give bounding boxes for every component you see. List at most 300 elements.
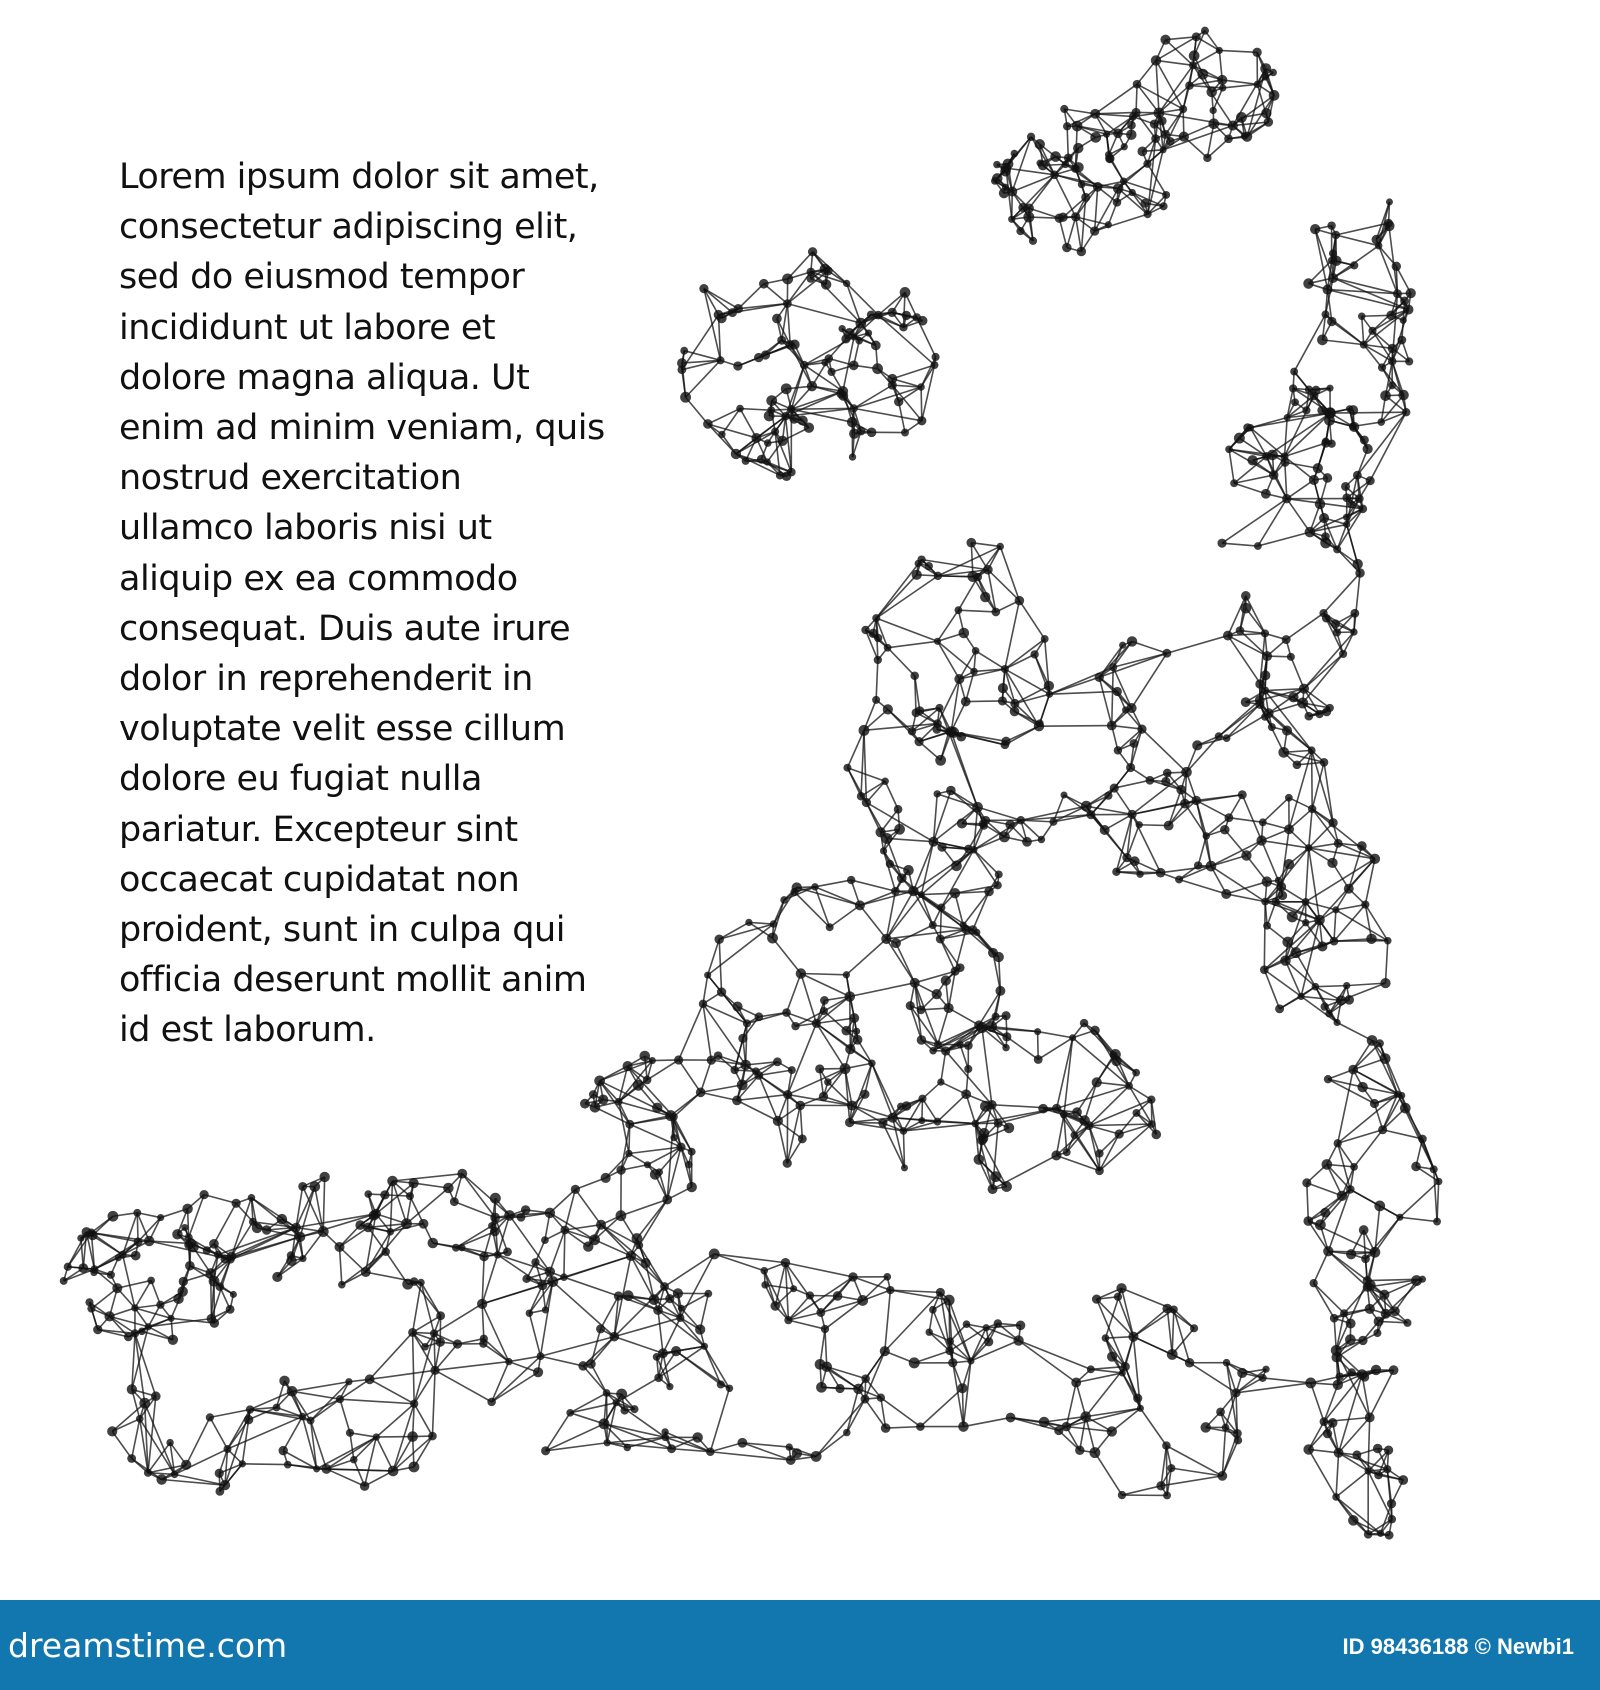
mesh-edge — [785, 1263, 853, 1277]
mesh-node — [857, 427, 866, 436]
mesh-node — [138, 1328, 146, 1336]
text-line: officia deserunt mollit anim — [119, 960, 587, 1001]
mesh-edge — [1354, 573, 1360, 632]
mesh-node — [1343, 514, 1350, 521]
mesh-node — [230, 1291, 237, 1298]
mesh-node — [1080, 1411, 1091, 1422]
mesh-node — [417, 1279, 424, 1286]
mesh-node — [313, 1465, 320, 1472]
mesh-node — [1411, 1162, 1421, 1172]
mesh-node — [760, 1267, 768, 1275]
mesh-edge — [595, 1240, 631, 1256]
mesh-edge — [392, 1174, 462, 1181]
mesh-edge — [350, 1433, 354, 1460]
mesh-edge — [671, 1092, 701, 1115]
mesh-edge — [801, 974, 817, 1024]
mesh-node — [827, 368, 835, 376]
mesh-node — [1113, 183, 1124, 194]
mesh-edge — [941, 1051, 946, 1082]
mesh-node — [785, 340, 795, 350]
mesh-node — [894, 824, 905, 835]
mesh-node — [1280, 955, 1291, 966]
mesh-node — [777, 436, 787, 446]
mesh-edge — [679, 1060, 701, 1092]
mesh-edge — [719, 924, 773, 939]
mesh-node — [361, 1267, 371, 1277]
mesh-node — [1303, 278, 1314, 289]
mesh-node — [1241, 603, 1252, 614]
mesh-node — [145, 1323, 152, 1330]
mesh-node — [1322, 310, 1330, 318]
mesh-node — [156, 1474, 167, 1485]
mesh-edge — [1122, 1486, 1161, 1495]
mesh-node — [1170, 1305, 1178, 1313]
text-line: sed do eiusmod tempor — [119, 257, 525, 298]
mesh-edge — [937, 641, 974, 671]
mesh-edge — [117, 1280, 151, 1288]
mesh-node — [1038, 160, 1048, 170]
mesh-node — [1350, 609, 1359, 618]
mesh-node — [861, 626, 869, 634]
mesh-edge — [1167, 636, 1228, 654]
mesh-node — [226, 1255, 234, 1263]
text-line: consectetur adipiscing elit, — [119, 207, 578, 248]
mesh-node — [826, 923, 834, 931]
mesh-node — [633, 1080, 644, 1091]
mesh-edge — [140, 1419, 175, 1475]
mesh-edge — [1222, 80, 1257, 84]
mesh-node — [1263, 708, 1273, 718]
mesh-edge — [958, 610, 995, 612]
footer-bar — [0, 1600, 1600, 1690]
mesh-node — [738, 1034, 747, 1043]
mesh-node — [674, 1055, 683, 1064]
mesh-node — [453, 1339, 462, 1348]
mesh-node — [249, 1218, 257, 1226]
mesh-node — [1131, 108, 1140, 117]
text-line: aliquip ex ea commodo — [119, 558, 518, 599]
mesh-edge — [1156, 60, 1159, 112]
mesh-node — [1051, 1150, 1061, 1160]
mesh-edge — [922, 1099, 937, 1122]
mesh-node — [1358, 1336, 1367, 1345]
mesh-node — [526, 1309, 533, 1316]
mesh-node — [792, 882, 802, 892]
mesh-node — [956, 732, 966, 742]
mesh-node — [1236, 112, 1247, 123]
mesh-node — [1061, 791, 1068, 798]
mesh-node — [676, 1314, 684, 1322]
mesh-node — [959, 628, 970, 639]
mesh-edge — [414, 1404, 432, 1436]
mesh-node — [309, 1181, 320, 1192]
mesh-node — [428, 1238, 439, 1249]
mesh-edge — [553, 1282, 615, 1337]
mesh-node — [692, 1432, 702, 1442]
mesh-node — [1034, 1028, 1041, 1035]
text-line: dolor in reprehenderit in — [119, 659, 533, 700]
mesh-node — [656, 1168, 663, 1175]
mesh-node — [978, 1133, 988, 1143]
mesh-node — [881, 833, 892, 844]
mesh-node — [541, 1446, 550, 1455]
mesh-node — [811, 883, 818, 890]
mesh-node — [209, 1276, 220, 1287]
mesh-node — [767, 406, 775, 414]
mesh-node — [1339, 650, 1347, 658]
mesh-node — [1280, 452, 1288, 460]
mesh-node — [652, 1103, 662, 1113]
mesh-edge — [210, 1417, 228, 1449]
mesh-node — [1197, 69, 1208, 80]
mesh-node — [1398, 1475, 1408, 1485]
mesh-node — [910, 671, 919, 680]
mesh-edge — [775, 1263, 785, 1306]
mesh-node — [1302, 406, 1310, 414]
mesh-node — [845, 1044, 855, 1054]
mesh-edge — [1172, 1310, 1174, 1355]
mesh-node — [1175, 875, 1183, 883]
mesh-node — [1072, 1107, 1082, 1117]
mesh-node — [1062, 243, 1071, 252]
mesh-edge — [888, 641, 938, 647]
mesh-node — [1374, 1316, 1384, 1326]
mesh-node — [934, 790, 941, 797]
mesh-node — [1090, 226, 1099, 235]
mesh-node — [1103, 131, 1110, 138]
mesh-node — [107, 1426, 117, 1436]
mesh-edge — [540, 1356, 583, 1366]
mesh-edge — [1262, 841, 1279, 881]
mesh-edge — [421, 1282, 441, 1315]
mesh-node — [589, 1234, 600, 1245]
mesh-node — [1063, 122, 1071, 130]
mesh-node — [970, 846, 978, 854]
mesh-node — [732, 1002, 742, 1012]
mesh-edge — [815, 880, 851, 887]
mesh-node — [843, 280, 850, 287]
mesh-node — [1180, 799, 1190, 809]
mesh-edge — [435, 1370, 492, 1402]
mesh-edge — [614, 1337, 663, 1354]
mesh-node — [770, 920, 777, 927]
mesh-edge — [850, 983, 915, 997]
mesh-node — [973, 573, 982, 582]
mesh-edge — [1007, 1037, 1038, 1060]
mesh-node — [1430, 1165, 1438, 1173]
mesh-node — [1400, 297, 1409, 306]
mesh-node — [759, 279, 769, 289]
mesh-node — [157, 1214, 164, 1221]
mesh-node — [1333, 545, 1341, 553]
mesh-edge — [914, 1351, 949, 1363]
mesh-node — [934, 1040, 942, 1048]
mesh-edge — [370, 1332, 413, 1379]
mesh-node — [1027, 133, 1035, 141]
mesh-node — [1330, 1314, 1339, 1323]
mesh-edge — [921, 850, 973, 895]
mesh-node — [1319, 513, 1329, 523]
mesh-node — [594, 1075, 605, 1086]
mesh-edge — [1263, 1378, 1311, 1383]
mesh-node — [1403, 305, 1413, 315]
mesh-node — [382, 1247, 390, 1255]
mesh-node — [1361, 1254, 1370, 1263]
mesh-node — [1373, 1444, 1383, 1454]
mesh-node — [112, 1283, 122, 1293]
mesh-node — [1323, 473, 1333, 483]
text-line: proident, sunt in culpa qui — [119, 910, 565, 951]
mesh-edge — [1076, 187, 1098, 217]
mesh-node — [1370, 1247, 1381, 1258]
mesh-node — [635, 1241, 643, 1249]
mesh-node — [1363, 444, 1373, 454]
mesh-node — [811, 1451, 822, 1462]
mesh-edge — [982, 1028, 992, 1105]
mesh-node — [929, 1306, 937, 1314]
mesh-node — [1125, 1082, 1133, 1090]
mesh-node — [1384, 937, 1392, 945]
mesh-node — [777, 336, 786, 345]
mesh-edge — [974, 850, 998, 885]
mesh-edge — [413, 1316, 441, 1333]
mesh-node — [1288, 692, 1298, 702]
mesh-node — [279, 1446, 288, 1455]
mesh-node — [821, 279, 831, 289]
mesh-node — [244, 1415, 254, 1425]
mesh-node — [1361, 900, 1369, 908]
mesh-edge — [1076, 217, 1082, 252]
mesh-node — [127, 1454, 136, 1463]
mesh-node — [861, 1374, 870, 1383]
mesh-node — [1156, 868, 1166, 878]
mesh-node — [1259, 1374, 1267, 1382]
mesh-node — [1367, 1035, 1378, 1046]
mesh-node — [872, 696, 880, 704]
mesh-node — [626, 1251, 636, 1261]
mesh-node — [954, 674, 964, 684]
mesh-node — [1192, 740, 1202, 750]
mesh-node — [1377, 418, 1385, 426]
mesh-node — [795, 1101, 805, 1111]
mesh-node — [1340, 1309, 1348, 1317]
mesh-node — [1110, 784, 1119, 793]
mesh-node — [1378, 363, 1386, 371]
mesh-node — [1071, 212, 1080, 221]
mesh-node — [1055, 213, 1064, 222]
mesh-node — [1160, 146, 1167, 153]
mesh-node — [954, 606, 962, 614]
mesh-edge — [710, 1388, 729, 1451]
mesh-node — [1112, 868, 1120, 876]
mesh-node — [859, 725, 870, 736]
mesh-edge — [1095, 112, 1136, 113]
text-line: nostrud exercitation — [119, 458, 462, 499]
mesh-node — [1136, 870, 1143, 877]
mesh-node — [1252, 48, 1261, 57]
mesh-node — [1206, 861, 1217, 872]
mesh-edge — [852, 1106, 893, 1118]
mesh-node — [477, 1299, 487, 1309]
mesh-node — [1327, 858, 1337, 868]
mesh-node — [388, 1466, 399, 1477]
mesh-node — [144, 1469, 152, 1477]
mesh-node — [538, 1280, 548, 1290]
mesh-node — [1241, 850, 1251, 860]
mesh-node — [1254, 542, 1262, 550]
mesh-edge — [1229, 818, 1263, 823]
mesh-node — [929, 921, 937, 929]
mesh-node — [1206, 87, 1217, 98]
mesh-edge — [1229, 449, 1234, 483]
mesh-node — [1081, 193, 1090, 202]
mesh-node — [1150, 119, 1159, 128]
mesh-node — [941, 1046, 950, 1055]
mesh-edge — [370, 1370, 435, 1379]
mesh-node — [847, 1100, 857, 1110]
mesh-node — [855, 900, 865, 910]
mesh-edge — [876, 618, 937, 641]
mesh-node — [1121, 143, 1128, 150]
mesh-node — [1375, 242, 1382, 249]
mesh-edge — [565, 1189, 576, 1230]
mesh-node — [436, 1311, 445, 1320]
mesh-node — [615, 1098, 623, 1106]
mesh-node — [867, 428, 877, 438]
mesh-node — [717, 987, 726, 996]
mesh-node — [936, 1288, 945, 1297]
mesh-node — [825, 354, 834, 363]
mesh-node — [1192, 796, 1201, 805]
mesh-node — [272, 1272, 282, 1282]
mesh-edge — [1328, 1079, 1363, 1087]
mesh-edge — [847, 283, 879, 315]
mesh-node — [845, 1118, 854, 1127]
mesh-node — [1269, 470, 1279, 480]
mesh-node — [1290, 368, 1298, 376]
mesh-edge — [564, 1230, 565, 1277]
mesh-edge — [737, 1095, 788, 1101]
mesh-node — [1050, 151, 1061, 162]
mesh-node — [901, 1164, 908, 1171]
mesh-node — [1398, 390, 1408, 400]
dreamstime-logo[interactable]: dreamstime.com — [8, 1626, 288, 1665]
mesh-node — [1201, 27, 1209, 35]
mesh-edge — [788, 1320, 825, 1329]
mesh-edge — [628, 1066, 674, 1117]
mesh-edge — [1114, 788, 1132, 814]
mesh-node — [994, 1119, 1003, 1128]
mesh-node — [843, 1429, 850, 1436]
mesh-node — [1435, 1178, 1442, 1185]
mesh-node — [625, 1120, 634, 1129]
mesh-node — [1346, 405, 1353, 412]
mesh-edge — [1286, 613, 1323, 639]
mesh-node — [284, 1461, 292, 1469]
text-line: id est laborum. — [119, 1010, 376, 1051]
mesh-edge — [966, 701, 1003, 702]
mesh-edge — [1304, 654, 1343, 689]
mesh-edge — [340, 1227, 369, 1247]
mesh-edge — [1291, 657, 1304, 689]
mesh-node — [560, 1273, 568, 1281]
mesh-node — [1365, 1467, 1372, 1474]
mesh-node — [1321, 532, 1330, 541]
mesh-node — [1060, 1111, 1067, 1118]
mesh-node — [988, 1184, 998, 1194]
mesh-node — [1380, 978, 1390, 988]
mesh-node — [1121, 1362, 1130, 1371]
mesh-node — [995, 986, 1005, 996]
mesh-node — [649, 1294, 660, 1305]
mesh-node — [662, 1434, 670, 1442]
mesh-node — [421, 1343, 429, 1351]
mesh-edge — [850, 997, 851, 1050]
mesh-node — [1189, 50, 1200, 61]
mesh-node — [761, 350, 770, 359]
mesh-node — [1278, 891, 1287, 900]
mesh-edge — [376, 1437, 393, 1471]
mesh-node — [1185, 81, 1194, 90]
mesh-node — [181, 1460, 191, 1470]
mesh-node — [781, 412, 790, 421]
mesh-node — [1016, 1321, 1026, 1331]
mesh-node — [944, 1295, 955, 1306]
mesh-node — [807, 381, 817, 391]
mesh-node — [709, 1249, 720, 1260]
mesh-node — [791, 1022, 799, 1030]
mesh-edge — [941, 850, 973, 908]
mesh-node — [419, 1219, 429, 1229]
mesh-edge — [1265, 848, 1309, 902]
mesh-node — [971, 1120, 979, 1128]
mesh-node — [1236, 626, 1245, 635]
mesh-node — [946, 786, 956, 796]
mesh-node — [279, 1376, 289, 1386]
mesh-node — [872, 614, 880, 622]
text-line: Lorem ipsum dolor sit amet, — [119, 157, 599, 197]
mesh-edge — [570, 1403, 616, 1413]
mesh-node — [843, 971, 850, 978]
mesh-edge — [885, 1290, 891, 1351]
mesh-node — [1049, 818, 1057, 826]
mesh-edge — [958, 577, 977, 610]
mesh-node — [1129, 189, 1136, 196]
mesh-edge — [872, 1063, 893, 1117]
mesh-node — [1015, 596, 1024, 605]
mesh-node — [1262, 73, 1269, 80]
mesh-node — [1325, 1010, 1332, 1017]
mesh-node — [307, 1417, 315, 1425]
mesh-node — [988, 948, 998, 958]
mesh-node — [888, 1113, 898, 1123]
mesh-node — [917, 555, 925, 563]
mesh-node — [1109, 663, 1117, 671]
mesh-node — [1179, 105, 1187, 113]
text-line: ullamco laboris nisi ut — [119, 508, 492, 549]
mesh-edge — [740, 409, 771, 411]
mesh-node — [1328, 257, 1335, 264]
mesh-node — [984, 1337, 993, 1346]
mesh-edge — [1324, 1385, 1338, 1422]
mesh-node — [840, 1063, 851, 1074]
mesh-node — [1080, 1019, 1088, 1027]
mesh-node — [1119, 642, 1126, 649]
mesh-edge — [937, 610, 958, 641]
mesh-node — [630, 1405, 638, 1413]
mesh-node — [1261, 898, 1269, 906]
mesh-node — [916, 1422, 925, 1431]
